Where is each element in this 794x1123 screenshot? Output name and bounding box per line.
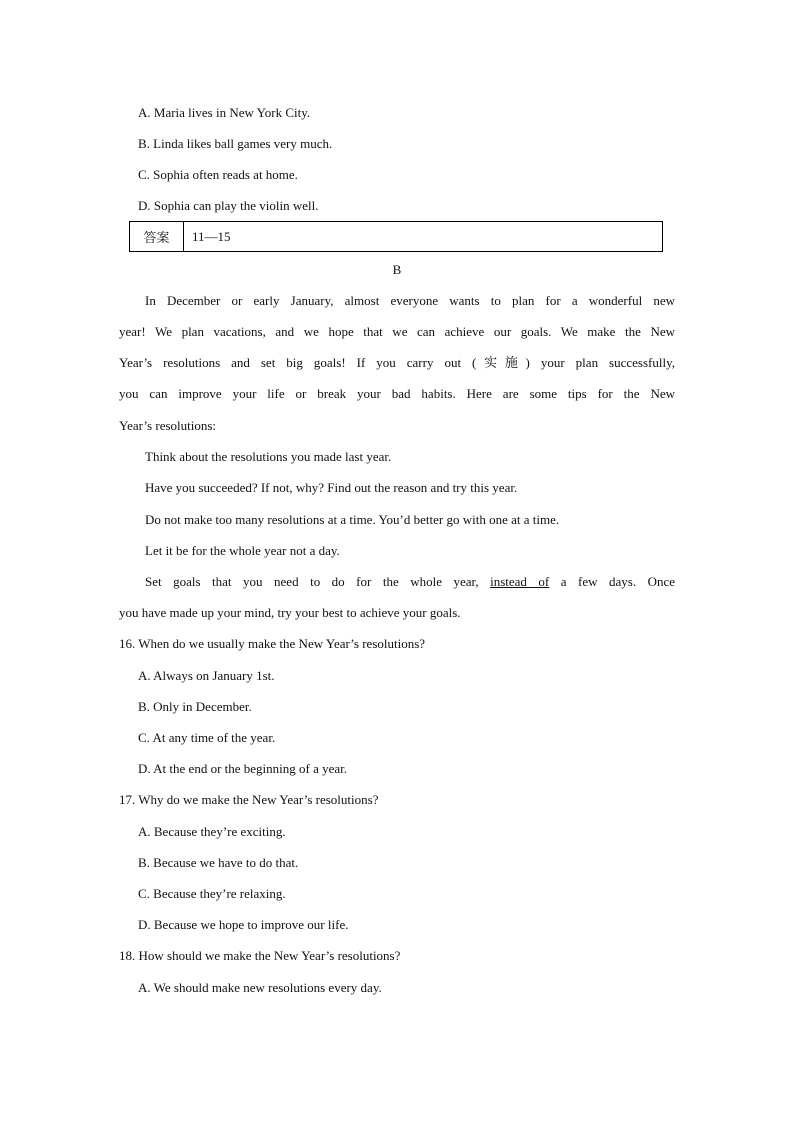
passage-line: you can improve your life or break your bad habits. Here are some tips for the New — [119, 386, 675, 401]
passage-line: year! We plan vacations, and we hope that we can achieve our goals. We make the New — [119, 324, 675, 339]
option-d: D. At the end or the beginning of a year. — [138, 761, 348, 776]
option-b: B. Linda likes ball games very much. — [138, 136, 333, 151]
tip-5-line2: you have made up your mind, try your best to achieve your goals. — [119, 605, 461, 620]
option-d: D. Sophia can play the violin well. — [138, 198, 319, 213]
underlined-phrase: instead of — [490, 574, 550, 589]
tip-4: Let it be for the whole year not a day. — [145, 543, 340, 558]
answer-label: 答案 — [130, 222, 184, 251]
tip-5 — [145, 574, 675, 590]
tip-5-text: a few days. Once — [549, 574, 676, 589]
tip-2: Have you succeeded? If not, why? Find out the reason and try this year. — [145, 480, 518, 495]
option-b: B. Only in December. — [138, 699, 252, 714]
tip-3: Do not make too many resolutions at a time. You’d better go with one at a time. — [145, 512, 560, 527]
option-a: A. Because they’re exciting. — [138, 824, 286, 839]
section-title: B — [392, 262, 402, 277]
option-d: D. Because we hope to improve our life. — [138, 917, 349, 932]
passage-line: Year’s resolutions: — [119, 418, 217, 433]
option-a: A. Always on January 1st. — [138, 668, 275, 683]
option-c: C. At any time of the year. — [138, 730, 276, 745]
option-c: C. Because they’re relaxing. — [138, 886, 286, 901]
passage-line: Year’s resolutions and set big goals! If you carry out (实施) your plan successfully, — [119, 355, 675, 370]
option-c: C. Sophia often reads at home. — [138, 167, 298, 182]
option-a: A. Maria lives in New York City. — [138, 105, 311, 120]
question-stem: 17. Why do we make the New Year’s resolutions? — [119, 792, 379, 807]
passage-line: In December or early January, almost everyone wants to plan for a wonderful new — [145, 293, 675, 308]
option-b: B. Because we have to do that. — [138, 855, 299, 870]
option-a: A. We should make new resolutions every day. — [138, 980, 382, 995]
tip-5-text: Set goals that you need to do for the whole year, — [145, 574, 491, 589]
answer-box — [129, 221, 663, 252]
tip-1: Think about the resolutions you made last year. — [145, 449, 392, 464]
question-stem: 16. When do we usually make the New Year’s resolutions? — [119, 636, 426, 651]
answer-value: 11—15 — [192, 228, 231, 244]
question-stem: 18. How should we make the New Year’s resolutions? — [119, 948, 401, 963]
